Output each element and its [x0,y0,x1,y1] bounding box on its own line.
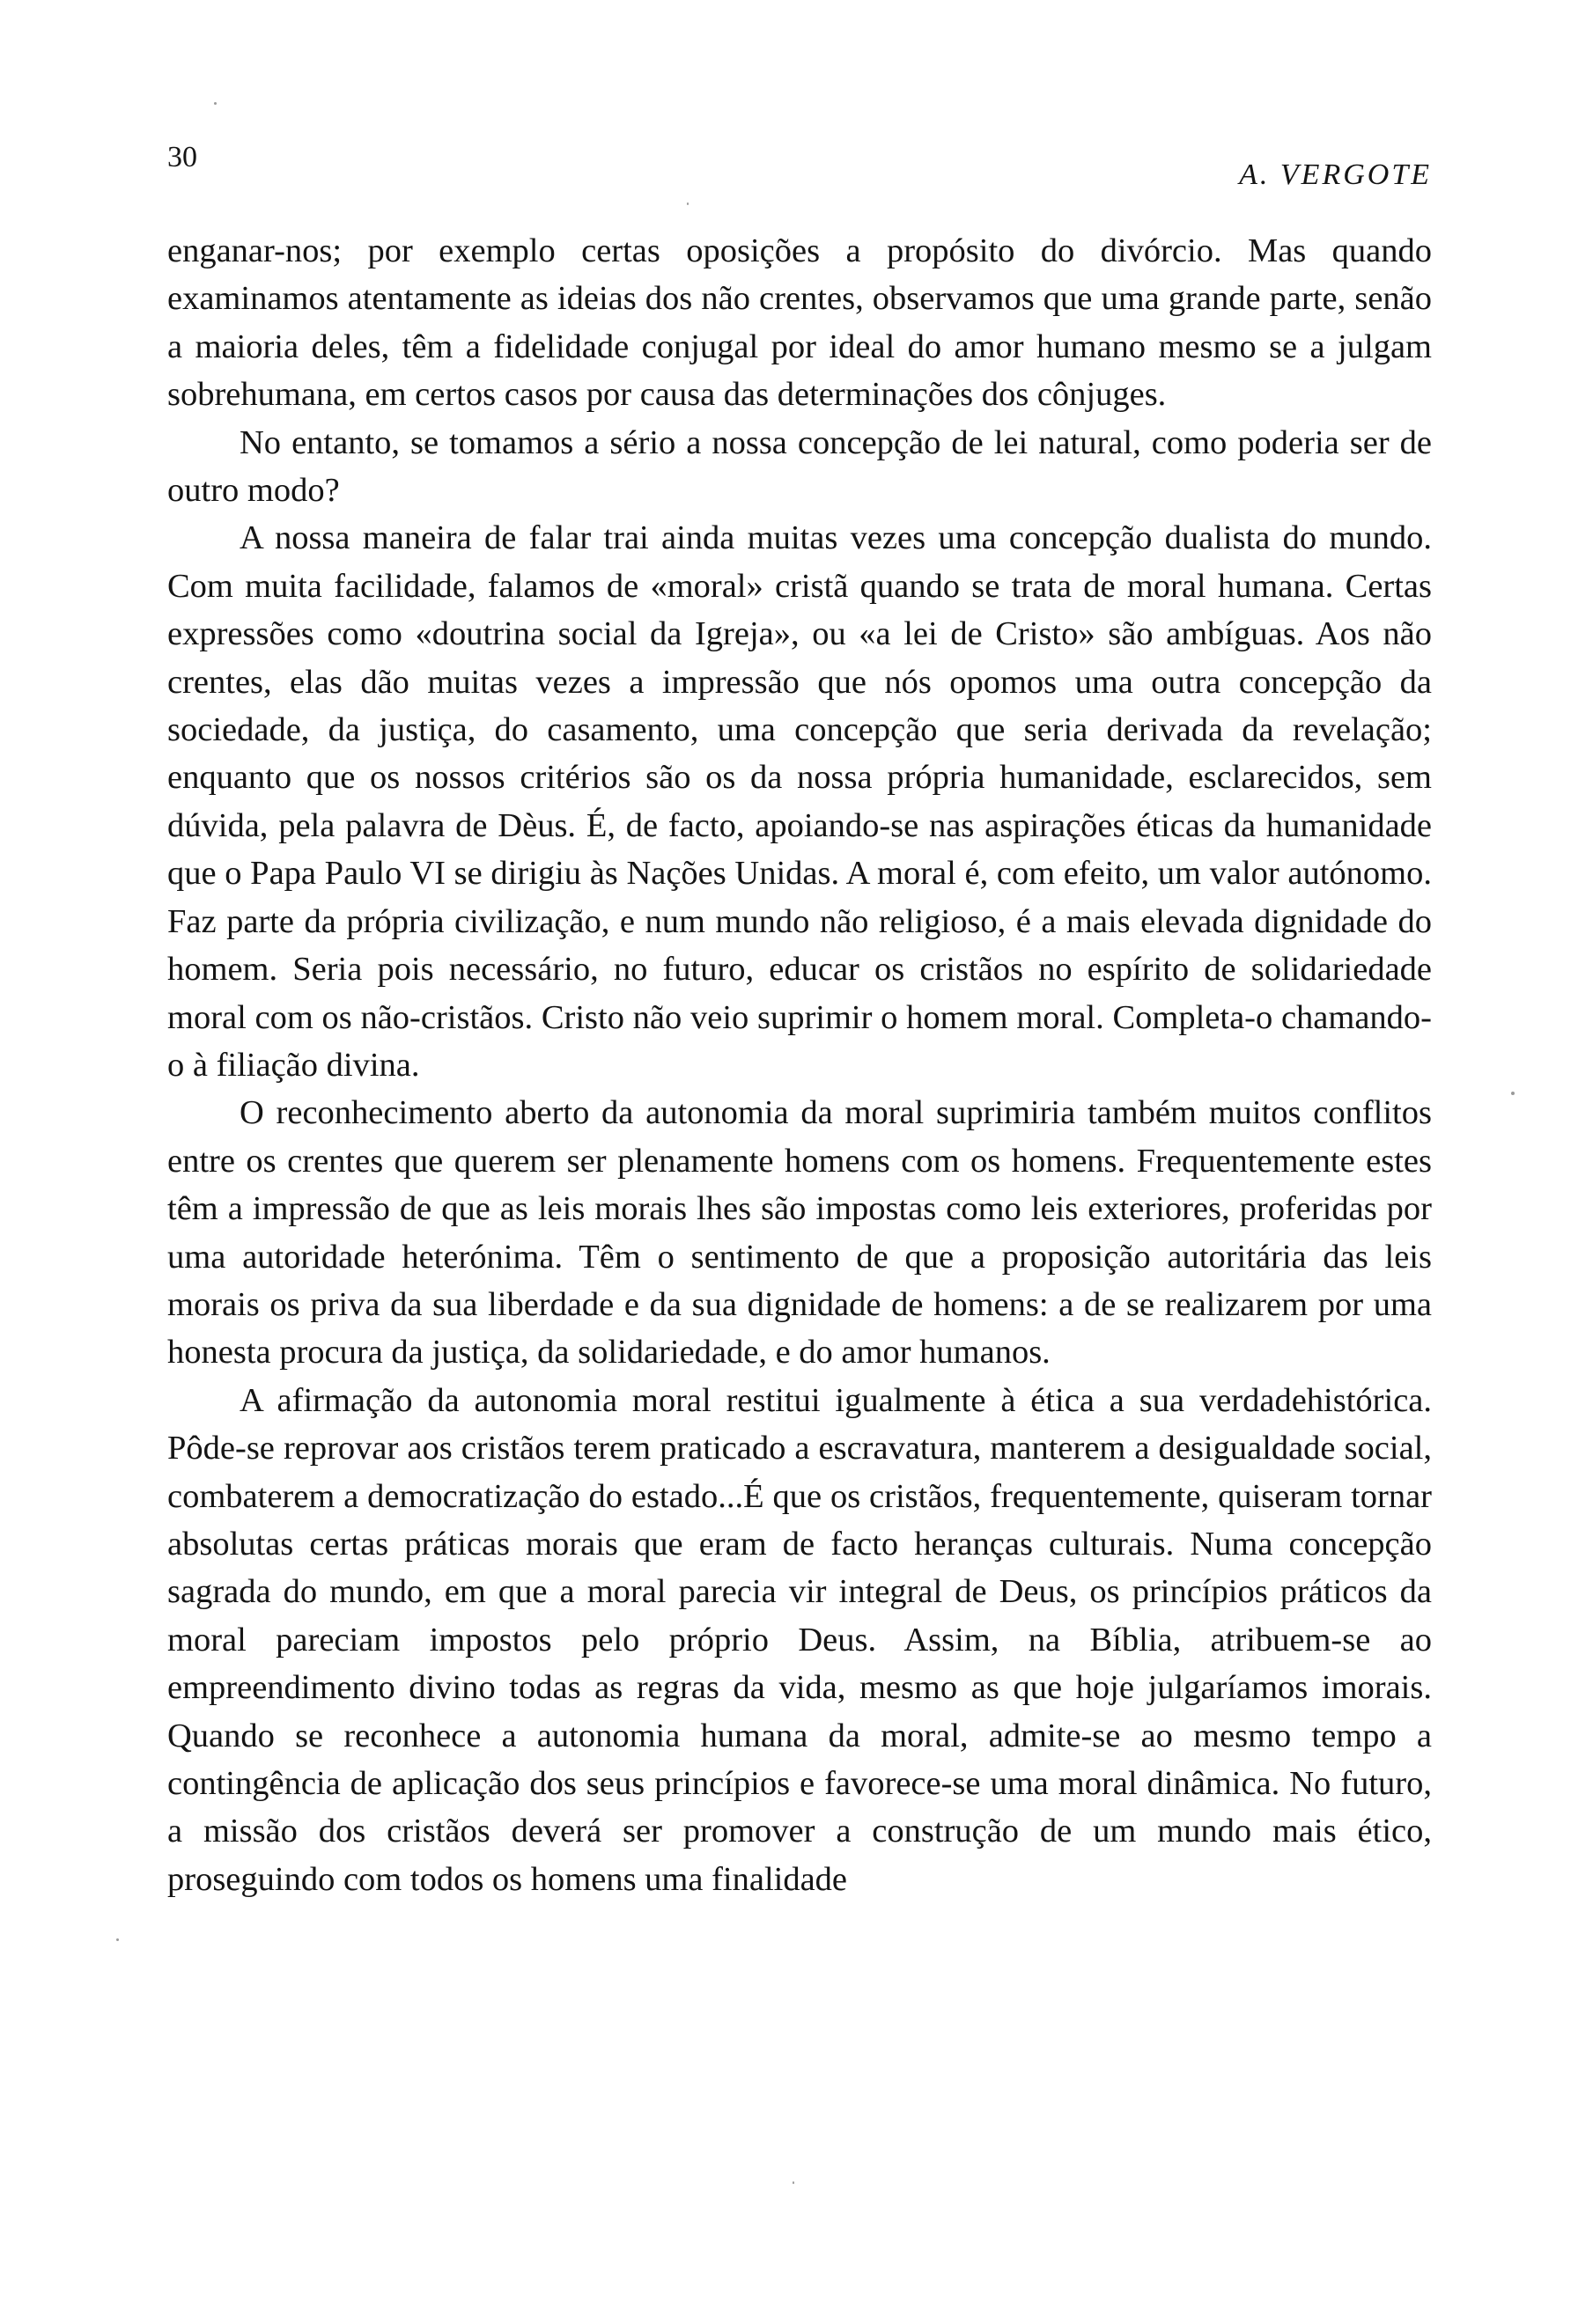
scan-speck [116,1938,119,1941]
paragraph: A afirmação da autonomia moral restitui igualmente à ética a sua verdadehistórica. Pôde-se reprovar aos cristãos terem praticado a escravatura, manterem a desigualdade social, combaterem a democratização do estado...É que os cristãos, frequentemente, quiseram tornar absolutas certas práticas morais que eram de facto heranças culturais. Numa concepção sagrada do mundo, em que a moral parecia vir integral de Deus, os princípios práticos da moral pareciam impostos pelo próprio Deus. Assim, na Bíblia, atribuem-se ao empreendimento divino todas as regras da vida, mesmo as que hoje julgaríamos imorais. Quando se reconhece a autonomia humana da moral, admite-se ao mesmo tempo a contingência de aplicação dos seus princípios e favorece-se uma moral dinâmica. No futuro, a missão dos cristãos deverá ser promover a construção de um mundo mais ético, proseguindo com todos os homens uma finalidade [167,1381,1432,1898]
paragraph: A nossa maneira de falar trai ainda muitas vezes uma concepção dualista do mundo. Com muita facilidade, falamos de «moral» cristã quando se trata de moral humana. Certas expressões como «doutrina social da Igreja», ou «a lei de Cristo» são ambíguas. Aos não crentes, elas dão muitas vezes a impressão que nós opomos uma outra concepção da sociedade, da justiça, do casamento, uma concepção que seria derivada da revelação; enquanto que os nossos critérios são os da nossa própria humanidade, esclarecidos, sem dúvida, pela palavra de Dèus. É, de facto, apoiando-se nas aspirações éticas da humanidade que o Papa Paulo VI se dirigiu às Nações Unidas. A moral é, com efeito, um valor autónomo. Faz parte da própria civilização, e num mundo não religioso, é a mais elevada dignidade do homem. Seria pois necessário, no futuro, educar os cristãos no espírito de solidariedade moral com os não-cristãos. Cristo não veio suprimir o homem moral. Completa-o chamando-o à filiação divina. [167,519,1432,1084]
paragraph-continuation: enganar-nos; por exemplo certas oposições a propósito do divórcio. Mas quando examinamos atentamente as ideias dos não crentes, observamos que uma grande parte, senão a maioria deles, têm a fidelidade conjugal por ideal do amor humano mesmo se a julgam sobrehumana, em certos casos por causa das determinações dos cônjuges. [167,232,1432,414]
running-head [167,132,1432,191]
scan-speck [1511,1092,1515,1095]
running-head-author: A. VERGOTE [1239,158,1432,191]
scan-speck [793,2181,794,2184]
page-number: 30 [167,141,197,173]
paragraph: No entanto, se tomamos a sério a nossa concepção de lei natural, como poderia ser de outro modo? [167,423,1432,510]
scan-speck [687,202,689,205]
paragraph: O reconhecimento aberto da autonomia da moral suprimiria também muitos conflitos entre os crentes que querem ser plenamente homens com os homens. Frequentemente estes têm a impressão de que as leis morais lhes são impostas como leis exteriores, proferidas por uma autoridade heterónima. Têm o sentimento de que a proposição autoritária das leis morais os priva da sua liberdade e da sua dignidade de homens: a de se realizarem por uma honesta procura da justiça, da solidariedade, e do amor humanos. [167,1094,1432,1372]
scan-speck [214,102,217,105]
body-text [167,227,1432,1903]
